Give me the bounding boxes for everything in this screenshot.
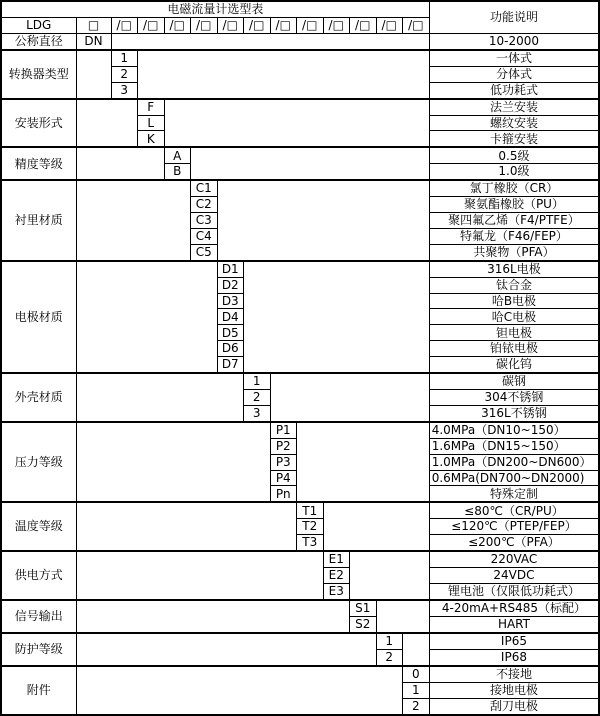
option-description: 316L电极 [429, 261, 599, 277]
option-description: IP65 [429, 633, 599, 649]
option-row [1, 99, 599, 115]
segment-code-box: /□ [191, 17, 218, 33]
option-description: 螺纹安装 [429, 115, 599, 131]
option-row [1, 261, 599, 277]
segment-code-box: /□ [244, 17, 271, 33]
option-code: 0 [403, 666, 430, 682]
option-description: ≤80℃（CR/PU） [429, 502, 599, 518]
param-label: 衬里材质 [1, 180, 76, 261]
option-description: 低功耗式 [429, 82, 599, 98]
spacer [376, 600, 429, 633]
option-code: C2 [191, 197, 218, 213]
option-code: P2 [270, 438, 297, 454]
option-description: 1.0MPa（DN200~DN600） [429, 454, 599, 470]
segment-code-box: /□ [350, 17, 377, 33]
param-label: 电极材质 [1, 261, 76, 373]
option-description: ≤120℃（PTEP/FEP） [429, 519, 599, 535]
option-code: K [138, 131, 165, 147]
segment-code-box: /□ [376, 17, 403, 33]
option-row [1, 147, 599, 163]
option-code: S2 [350, 616, 377, 632]
option-code: 3 [244, 405, 271, 421]
spacer [191, 147, 430, 180]
spacer [76, 666, 403, 715]
spacer [297, 422, 430, 503]
option-code: D1 [217, 261, 244, 277]
option-description: 特氟龙（F46/FEP） [429, 228, 599, 244]
option-code: L [138, 115, 165, 131]
option-code: B [164, 164, 191, 180]
param-label: 转换器类型 [1, 50, 76, 99]
option-code: S1 [350, 600, 377, 616]
option-code: D2 [217, 277, 244, 293]
spacer [138, 50, 430, 99]
option-description: 聚氨酯橡胶（PU） [429, 197, 599, 213]
option-code: C5 [191, 244, 218, 260]
option-description: 锂电池（仅限低功耗式） [429, 583, 599, 599]
option-code: D3 [217, 293, 244, 309]
option-code: C1 [191, 180, 218, 196]
segment-code-box: /□ [111, 17, 138, 33]
option-row [1, 180, 599, 196]
param-label: 附件 [1, 666, 76, 715]
option-description: 聚四氟乙烯（F4/PTFE） [429, 213, 599, 229]
segment-code-box: /□ [217, 17, 244, 33]
spacer [270, 373, 429, 422]
option-code: 2 [376, 649, 403, 665]
spacer [76, 600, 350, 633]
spacer [244, 261, 430, 373]
option-code: 1 [244, 373, 271, 389]
spacer [323, 502, 429, 551]
segment-code-box: /□ [323, 17, 350, 33]
param-label: 压力等级 [1, 422, 76, 503]
spacer [76, 180, 191, 261]
function-column-header: 功能说明 [429, 1, 599, 33]
option-description: 碳钢 [429, 373, 599, 389]
option-description: 碳化钨 [429, 357, 599, 373]
spacer [403, 633, 430, 666]
option-row [1, 50, 599, 66]
option-code: E3 [323, 583, 350, 599]
option-code: T1 [297, 502, 324, 518]
title-row [1, 1, 599, 17]
option-code: E2 [323, 568, 350, 584]
option-code: C4 [191, 228, 218, 244]
option-description: HART [429, 616, 599, 632]
option-description: IP68 [429, 649, 599, 665]
option-code: D4 [217, 309, 244, 325]
option-row [1, 633, 599, 649]
option-code: T3 [297, 535, 324, 551]
option-code: P3 [270, 454, 297, 470]
spacer [76, 261, 217, 373]
option-description: 特殊定制 [429, 486, 599, 502]
option-description: 1.6MPa（DN15~150） [429, 438, 599, 454]
option-code: 2 [403, 698, 430, 715]
option-description: 0.6MPa(DN700~DN2000) [429, 470, 599, 486]
option-code: E1 [323, 551, 350, 567]
option-description: 钽电极 [429, 325, 599, 341]
spacer [217, 180, 429, 261]
spacer [164, 99, 429, 148]
option-code: D7 [217, 357, 244, 373]
segment-code-box: /□ [403, 17, 430, 33]
param-label: 安装形式 [1, 99, 76, 148]
option-description: 法兰安装 [429, 99, 599, 115]
option-row [1, 422, 599, 438]
option-code: 2 [244, 390, 271, 406]
segment-code-box: /□ [270, 17, 297, 33]
option-code: 1 [403, 682, 430, 698]
spacer [76, 373, 244, 422]
spacer [111, 33, 429, 49]
option-description: 1.0级 [429, 164, 599, 180]
option-description: 分体式 [429, 66, 599, 82]
option-description: 24VDC [429, 568, 599, 584]
spacer [350, 551, 430, 600]
spacer [76, 99, 138, 148]
param-label: 精度等级 [1, 147, 76, 180]
option-code: P1 [270, 422, 297, 438]
option-description: 220VAC [429, 551, 599, 567]
selection-table-body [1, 1, 599, 715]
segment-code-box: /□ [138, 17, 165, 33]
option-description: 304不锈钢 [429, 390, 599, 406]
option-row [1, 373, 599, 389]
option-description: 哈C电极 [429, 309, 599, 325]
model-prefix: LDG [1, 17, 76, 33]
param-label: 防护等级 [1, 633, 76, 666]
param-label: 信号输出 [1, 600, 76, 633]
spacer [76, 633, 376, 666]
option-description: 哈B电极 [429, 293, 599, 309]
param-label: 温度等级 [1, 502, 76, 551]
option-code: P4 [270, 470, 297, 486]
option-code: 2 [111, 66, 138, 82]
spacer [76, 502, 297, 551]
option-description: 接地电极 [429, 682, 599, 698]
option-code: T2 [297, 519, 324, 535]
diameter-description: 10-2000 [429, 33, 599, 49]
spacer [76, 551, 323, 600]
model-code-box: □ [76, 17, 111, 33]
option-code: A [164, 147, 191, 163]
diameter-code: DN [76, 33, 111, 49]
option-description: 4-20mA+RS485（标配） [429, 600, 599, 616]
option-code: F [138, 99, 165, 115]
option-description: 钛合金 [429, 277, 599, 293]
option-description: 卡箍安装 [429, 131, 599, 147]
param-label-diameter: 公称直径 [1, 33, 76, 49]
diameter-row [1, 33, 599, 49]
option-row [1, 502, 599, 518]
option-code: 3 [111, 82, 138, 98]
option-code: 1 [111, 50, 138, 66]
option-description: 4.0MPa（DN10~150） [429, 422, 599, 438]
option-code: 1 [376, 633, 403, 649]
option-description: 316L不锈钢 [429, 405, 599, 421]
segment-code-box: /□ [164, 17, 191, 33]
option-description: 不接地 [429, 666, 599, 682]
option-code: Pn [270, 486, 297, 502]
spacer [76, 422, 270, 503]
segment-code-box: /□ [297, 17, 324, 33]
option-description: 氯丁橡胶（CR） [429, 180, 599, 196]
option-row [1, 666, 599, 682]
option-code: D6 [217, 341, 244, 357]
option-description: ≤200℃（PFA） [429, 535, 599, 551]
param-label: 外壳材质 [1, 373, 76, 422]
option-row [1, 600, 599, 616]
option-description: 铂铱电极 [429, 341, 599, 357]
spacer [76, 147, 164, 180]
option-description: 0.5级 [429, 147, 599, 163]
option-description: 刮刀电极 [429, 698, 599, 715]
spacer [76, 50, 111, 99]
option-description: 共聚物（PFA） [429, 244, 599, 260]
option-row [1, 551, 599, 567]
option-code: D5 [217, 325, 244, 341]
option-description: 一体式 [429, 50, 599, 66]
param-label: 供电方式 [1, 551, 76, 600]
option-code: C3 [191, 213, 218, 229]
table-title: 电磁流量计选型表 [1, 1, 429, 17]
